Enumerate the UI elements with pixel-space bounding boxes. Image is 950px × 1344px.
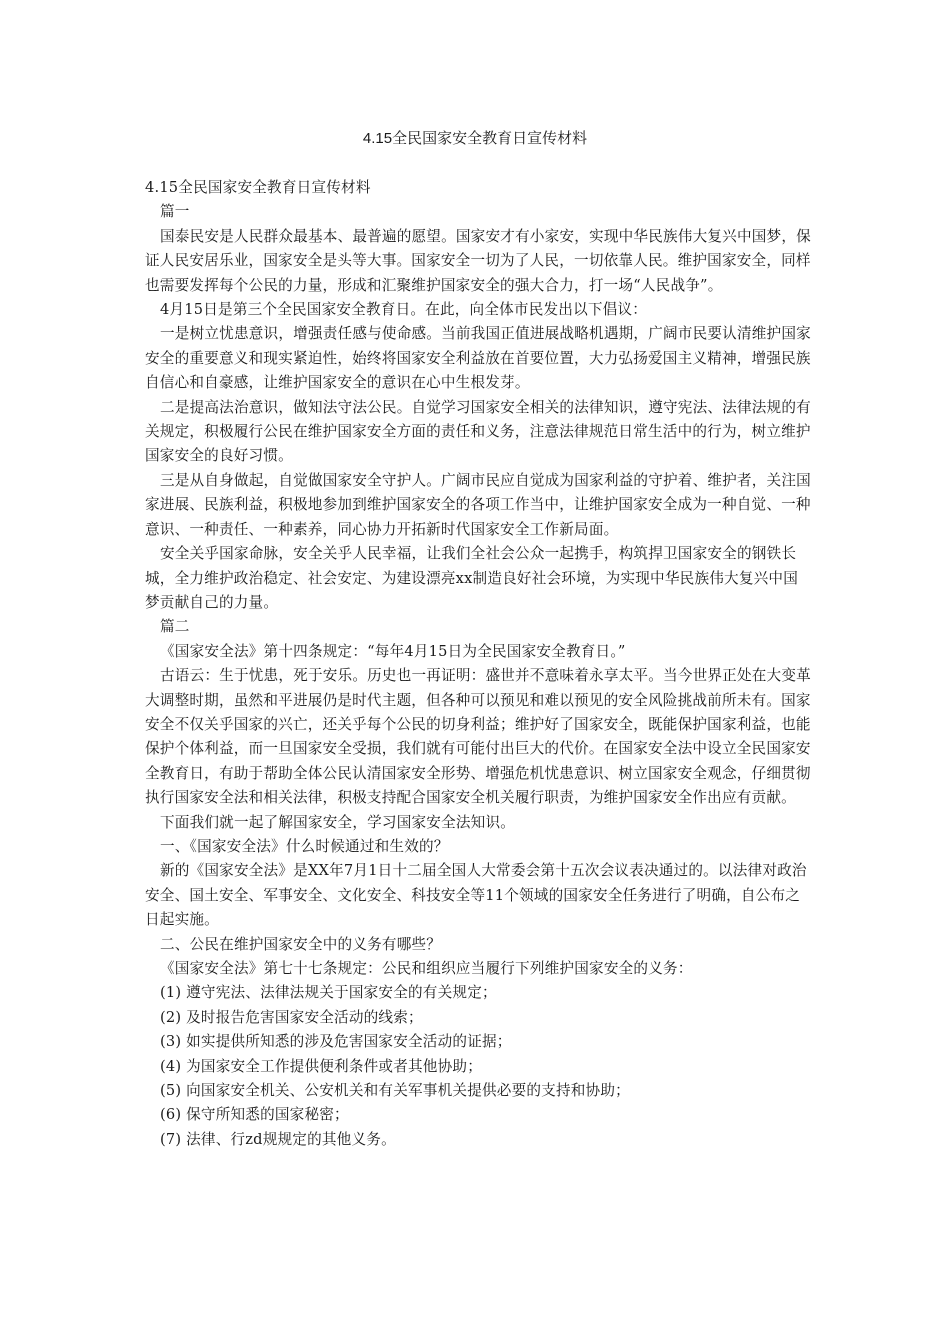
paragraph: 4.15全民国家安全教育日宣传材料: [145, 179, 371, 196]
paragraph: (7) 法律、行zd规规定的其他义务。: [160, 1130, 396, 1148]
paragraph: (6) 保守所知悉的国家秘密；: [160, 1106, 349, 1124]
paragraph: (4) 为国家安全工作提供便利条件或者其他协助；: [160, 1057, 482, 1075]
paragraph: (3) 如实提供所知悉的涉及危害国家安全活动的证据；: [160, 1033, 512, 1051]
paragraph: 下面我们就一起了解国家安全，学习国家安全法知识。: [160, 813, 516, 831]
paragraph: 《国家安全法》第七十七条规定：公民和组织应当履行下列维护国家安全的义务：: [160, 960, 693, 977]
paragraph: 国泰民安是人民群众最基本、最普遍的愿望。国家安才有小家安，实现中华民族伟大复兴中国梦，保证人民安居乐业，国家安全是头等大事。国家安全一切为了人民，一切依靠人民。维护国家安全，同样也需要发挥每个公民的力量，形成和汇聚维护国家安全的强大合力，打一场“人民战争”。: [145, 227, 811, 294]
paragraph: (2) 及时报告危害国家安全活动的线索；: [160, 1008, 423, 1026]
paragraph: 安全关乎国家命脉，安全关乎人民幸福，让我们全社会公众一起携手，构筑捍卫国家安全的钢铁长城，全力维护政治稳定、社会安定、为建设漂亮xx制造良好社会环境，为实现中华民族伟大复兴中国梦贡献自己的力量。: [145, 545, 798, 611]
paragraph: 《国家安全法》第十四条规定：“每年4月15日为全民国家安全教育日。”: [160, 642, 626, 660]
paragraph: 一是树立忧患意识，增强责任感与使命感。当前我国正值进展战略机遇期，广阔市民要认清维护国家安全的重要意义和现实紧迫性，始终将国家安全利益放在首要位置，大力弘扬爱国主义精神，增强民族自信心和自豪感，让维护国家安全的意识在心中生根发芽。: [145, 325, 811, 392]
paragraph: (1) 遵守宪法、法律法规关于国家安全的有关规定；: [160, 984, 497, 1002]
paragraph: 篇二: [160, 618, 190, 636]
paragraph: 新的《国家安全法》是XX年7月1日十二届全国人大常委会第十五次会议表决通过的。以法律对政治安全、国土安全、军事安全、文化安全、科技安全等11个领域的国家安全任务进行了明确，自公布之日起实施。: [145, 862, 807, 929]
paragraph: 古语云：生于忧患，死于安乐。历史也一再证明：盛世并不意味着永享太平。当今世界正处在大变革大调整时期，虽然和平进展仍是时代主题，但各种可以预见和难以预见的安全风险挑战前所未有。国家安全不仅关乎国家的兴亡，还关乎每个公民的切身利益；维护好了国家安全，既能保护国家利益，也能保护个体利益，而一旦国家安全受损，我们就有可能付出巨大的代价。在国家安全法中设立全民国家安全教育日，有助于帮助全体公民认清国家安全形势、增强危机忧患意识、树立国家安全观念，仔细贯彻执行国家安全法和相关法律，积极支持配合国家安全机关履行职责，为维护国家安全作出应有贡献。: [145, 667, 811, 807]
paragraph: 二是提高法治意识，做知法守法公民。自觉学习国家安全相关的法律知识，遵守宪法、法律法规的有关规定，积极履行公民在维护国家安全方面的责任和义务，注意法律规范日常生活中的行为，树立维护国家安全的良好习惯。: [145, 398, 811, 465]
paragraph: 4月15日是第三个全民国家安全教育日。在此，向全体市民发出以下倡议：: [160, 301, 648, 319]
paragraph: 一、《国家安全法》什么时候通过和生效的？: [160, 837, 449, 855]
page-title: 4.15全民国家安全教育日宣传材料: [362, 130, 588, 147]
paragraph: (5) 向国家安全机关、公安机关和有关军事机关提供必要的支持和协助；: [160, 1082, 630, 1100]
document-body: [145, 176, 811, 1152]
paragraph: 篇一: [160, 203, 190, 221]
paragraph: 二、公民在维护国家安全中的义务有哪些？: [160, 935, 442, 953]
paragraph: 三是从自身做起，自觉做国家安全守护人。广阔市民应自觉成为国家利益的守护着、维护者，关注国家进展、民族利益，积极地参加到维护国家安全的各项工作当中，让维护国家安全成为一种自觉、一种意识、一种责任、一种素养，同心协力开拓新时代国家安全工作新局面。: [145, 471, 811, 538]
